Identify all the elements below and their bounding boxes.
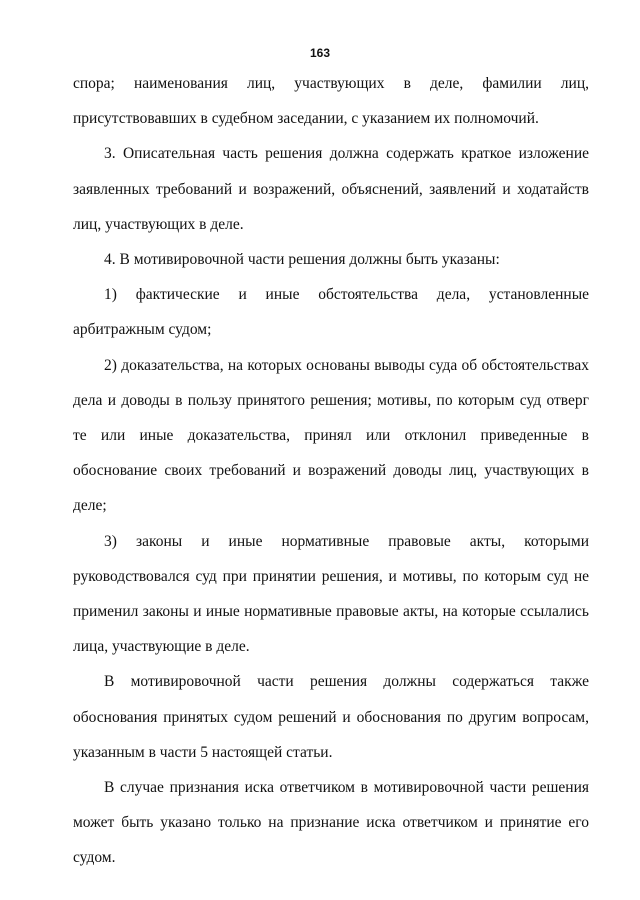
paragraph-continuation: спора; наименования лиц, участвующих в деле, фамилии лиц, присутствовавших в судебном заседании, с указанием их полномочий. (73, 75, 589, 128)
paragraph-subitem-3: 3) законы и иные нормативные правовые акты, которыми руководствовался суд при принятии решения, и мотивы, по которым суд не применил законы и иные нормативные правовые акты, на которые ссылались лица, участвующие в деле. (73, 532, 589, 656)
paragraph-item-3: 3. Описательная часть решения должна содержать краткое изложение заявленных требований и возражений, объяснений, заявлений и ходатайств лиц, участвующих в деле. (73, 145, 589, 233)
paragraph-motivation: В мотивировочной части решения должны содержаться также обоснования принятых судом решений и обоснования по другим вопросам, указанным в части 5 настоящей статьи. (73, 673, 589, 761)
paragraph-claim-recognition: В случае признания иска ответчиком в мотивировочной части решения может быть указано только на признание иска ответчиком и принятие его судом. (73, 779, 589, 867)
paragraph-subitem-2: 2) доказательства, на которых основаны выводы суда об обстоятельствах дела и доводы в пользу принятого решения; мотивы, по которым суд отверг те или иные доказательства, принял или отклонил приведенные в обоснование своих требований и возражений доводы лиц, участвующих в деле; (73, 356, 589, 515)
paragraph-item-4: 4. В мотивировочной части решения должны быть указаны: (104, 251, 500, 269)
document-body (73, 66, 589, 876)
page-number: 163 (309, 46, 331, 60)
paragraph-subitem-1: 1) фактические и иные обстоятельства дела, установленные арбитражным судом; (73, 286, 589, 339)
